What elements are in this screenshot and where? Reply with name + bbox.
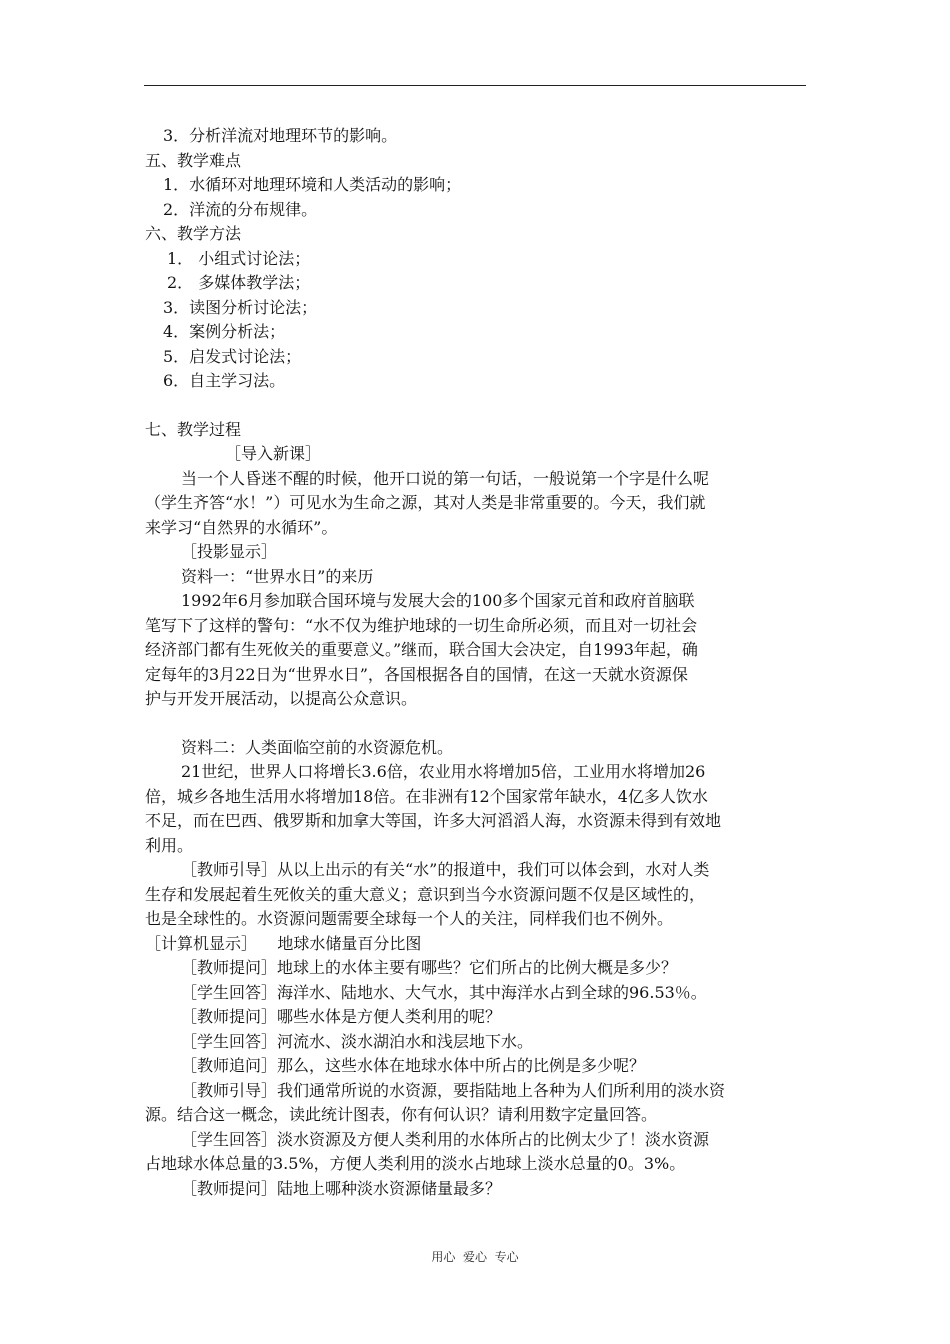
objective-item-3: 3．分析洋流对地理环节的影响。 (163, 126, 398, 145)
method-item-5: 5．启发式讨论法； (163, 346, 302, 366)
paragraph-line: 不足，而在巴西、俄罗斯和加拿大等国，许多大河滔滔人海，水资源未得到有效地 (145, 811, 722, 830)
dialogue-line: 占地球水体总量的3.5%，方便人类利用的淡水占地球上淡水总量的0。3%。 (145, 1154, 686, 1173)
method-item-1: 1． 小组式讨论法； (167, 248, 311, 268)
paragraph-line: 也是全球性的。水资源问题需要全球每一个人的关注，同样我们也不例外。 (145, 909, 674, 928)
section-heading-difficulties: 五、教学难点 (145, 150, 242, 170)
difficulty-item-1: 1．水循环对地理环境和人类活动的影响； (163, 175, 462, 194)
label-computer-display: ［计算机显示］ 地球水储量百分比图 (145, 933, 422, 953)
section-heading-methods: 六、教学方法 (145, 224, 242, 243)
label-projection: ［投影显示］ (181, 542, 278, 561)
dialogue-line: ［学生回答］海洋水、陆地水、大气水，其中海洋水占到全球的96.53％。 (181, 982, 707, 1002)
paragraph-line: 经济部门都有生死攸关的重要意义。”继而，联合国大会决定，自1993年起，确 (145, 640, 698, 659)
paragraph-line: 利用。 (145, 835, 194, 855)
dialogue-line: ［教师提问］哪些水体是方便人类利用的呢？ (181, 1007, 502, 1026)
dialogue-line: ［教师引导］我们通常所说的水资源，要指陆地上各种为人们所利用的淡水资 (181, 1080, 726, 1100)
dialogue-line: ［教师追问］那么，这些水体在地球水体中所占的比例是多少呢？ (181, 1056, 646, 1075)
dialogue-line: ［教师提问］陆地上哪种淡水资源储量最多？ (181, 1178, 502, 1198)
dialogue-line: ［学生回答］河流水、淡水湖泊水和浅层地下水。 (181, 1031, 534, 1051)
dialogue-line: ［教师提问］地球上的水体主要有哪些？它们所占的比例大概是多少？ (181, 958, 678, 977)
paragraph-line: ［教师引导］从以上出示的有关“水”的报道中，我们可以体会到，水对人类 (181, 860, 710, 879)
material-two-title: 资料二：人类面临空前的水资源危机。 (181, 737, 454, 757)
page-footer: 用心 爱心 专心 (431, 1250, 519, 1264)
paragraph-line: 当一个人昏迷不醒的时候，他开口说的第一句话，一般说第一个字是什么呢 (181, 468, 710, 488)
label-intro: ［导入新课］ (225, 444, 322, 463)
paragraph-line: （学生齐答“水！”）可见水为生命之源，其对人类是非常重要的。今天，我们就 (145, 493, 706, 512)
paragraph-line: 笔写下了这样的警句：“水不仅为维护地球的一切生命所必须，而且对一切社会 (145, 615, 698, 635)
method-item-2: 2． 多媒体教学法； (167, 273, 311, 292)
paragraph-line: 21世纪，世界人口将增长3.6倍，农业用水将增加5倍，工业用水将增加26 (181, 762, 706, 781)
difficulty-item-2: 2．洋流的分布规律。 (163, 199, 318, 219)
section-heading-process: 七、教学过程 (145, 419, 242, 439)
paragraph-line: 定每年的3月22日为“世界水日”，各国根据各自的国情，在这一天就水资源保 (145, 664, 688, 684)
material-one-title: 资料一：“世界水日”的来历 (181, 566, 374, 586)
paragraph-line: 1992年6月参加联合国环境与发展大会的100多个国家元首和政府首脑联 (181, 591, 695, 610)
paragraph-line: 护与开发开展活动，以提高公众意识。 (145, 689, 418, 708)
paragraph-line: 生存和发展起着生死攸关的重大意义；意识到当今水资源问题不仅是区域性的， (145, 884, 706, 904)
method-item-6: 6．自主学习法。 (163, 371, 286, 390)
header-rule (144, 85, 806, 86)
dialogue-line: 源。结合这一概念，读此统计图表，你有何认识？请利用数字定量回答。 (145, 1105, 658, 1124)
paragraph-line: 倍，城乡各地生活用水将增加18倍。在非洲有12个国家常年缺水，4亿多人饮水 (145, 786, 708, 806)
paragraph-line: 来学习“自然界的水循环”。 (145, 517, 338, 537)
dialogue-line: ［学生回答］淡水资源及方便人类利用的水体所占的比例太少了！淡水资源 (181, 1129, 710, 1149)
method-item-4: 4．案例分析法； (163, 322, 286, 341)
method-item-3: 3．读图分析讨论法； (163, 297, 318, 317)
document-body (145, 124, 810, 1201)
